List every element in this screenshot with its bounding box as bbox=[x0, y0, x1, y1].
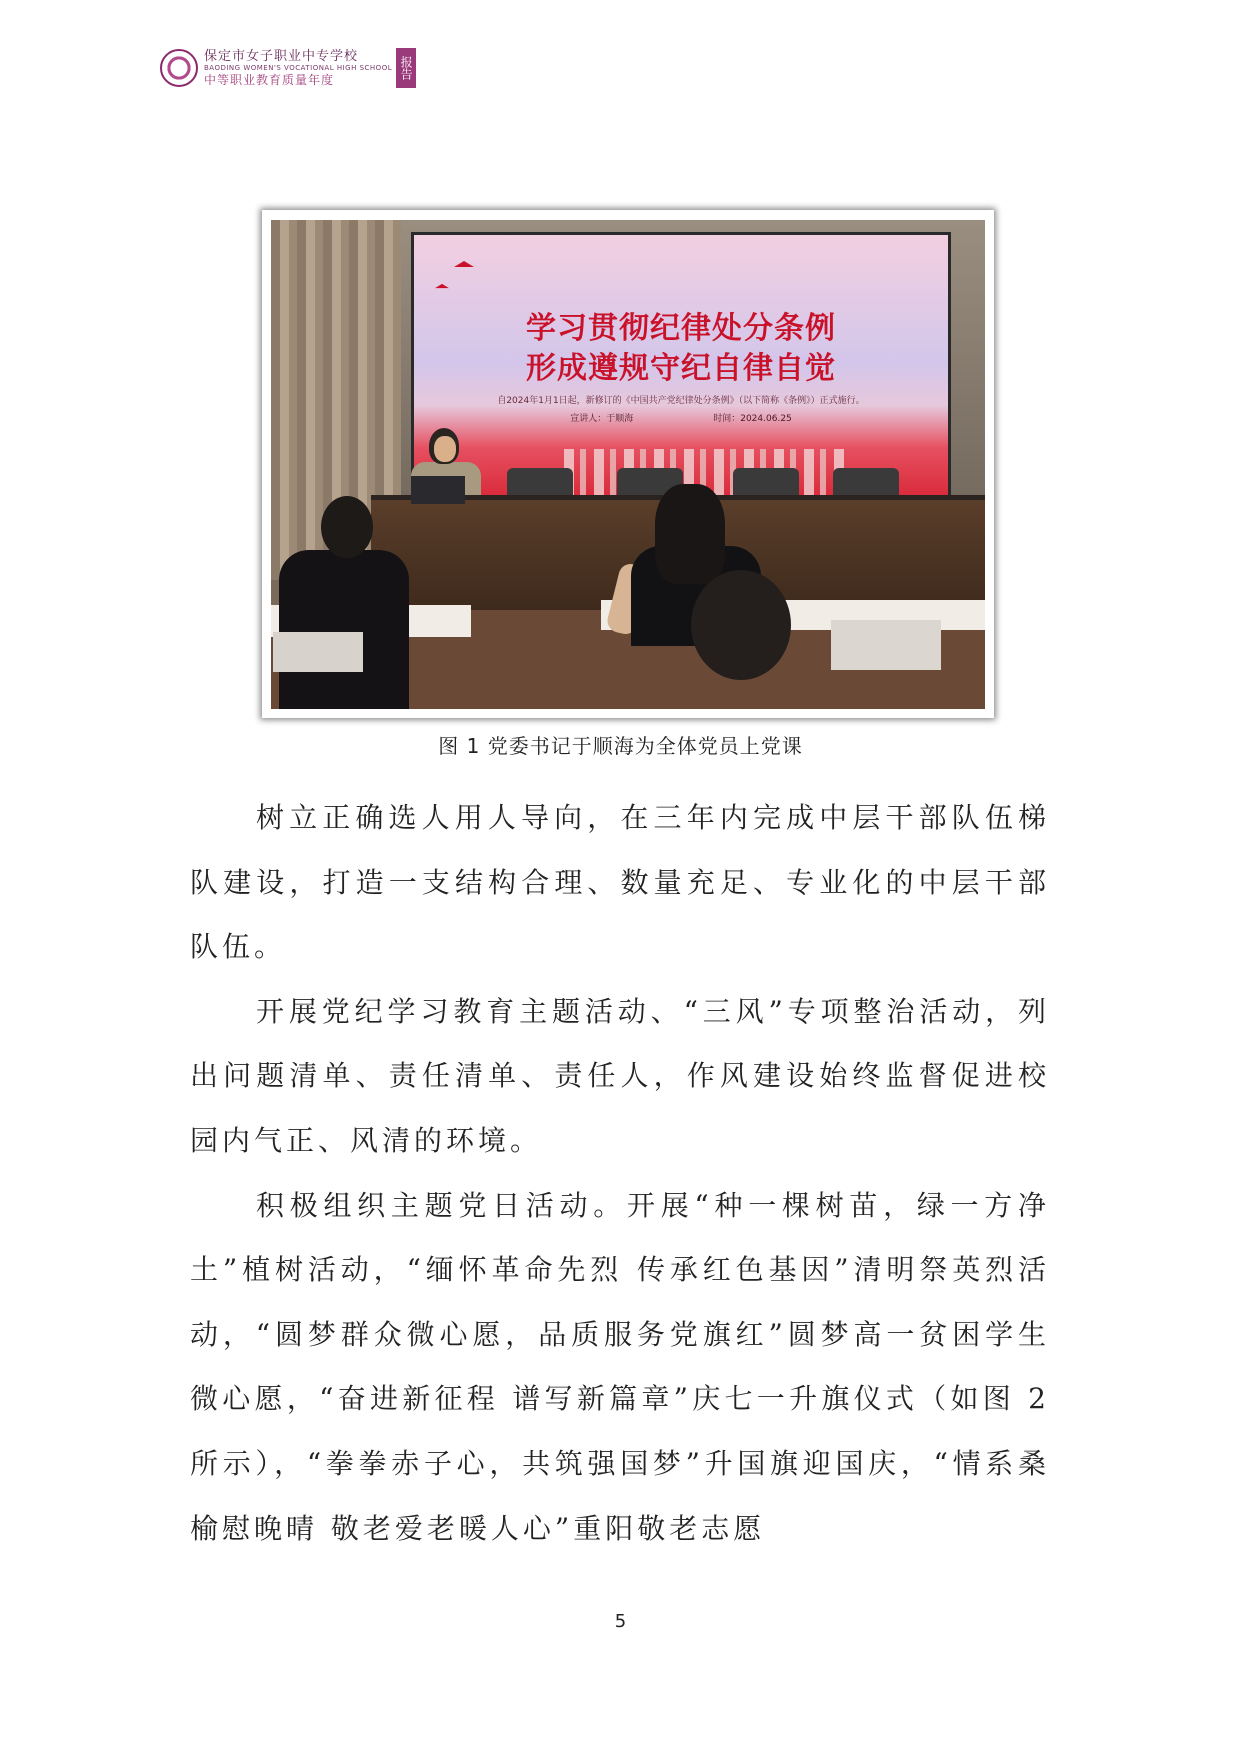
figure-caption: 图 1 党委书记于顺海为全体党员上党课 bbox=[438, 734, 803, 758]
bird-icon bbox=[435, 284, 449, 288]
bird-icon bbox=[454, 261, 474, 267]
screen-title-line2: 形成遵规守纪自律自觉 bbox=[526, 351, 836, 386]
report-title: 中等职业教育质量年度 bbox=[204, 73, 335, 87]
audience-member-left-head bbox=[321, 496, 373, 558]
screen-date: 时间：2024.06.25 bbox=[713, 414, 792, 424]
screen-speaker: 宣讲人：于顺海 bbox=[570, 414, 634, 424]
school-name-en: BAODING WOMEN'S VOCATIONAL HIGH SCHOOL bbox=[204, 64, 393, 72]
speaker-face bbox=[434, 436, 456, 462]
paragraph-3: 积极组织主题党日活动。开展“种一棵树苗，绿一方净土”植树活动，“缅怀革命先烈 传承红色基因”清明祭英烈活动，“圆梦群众微心愿，品质服务党旗红”圆梦高一贫困学生微心愿，“奋进新征程 谱写新篇章”庆七一升旗仪式（如图 2 所示），“拳拳赤子心，共筑强国梦”升国旗迎国庆，“情系桑榆慰晚晴 敬老爱老暖人心”重阳敬老志愿 bbox=[190, 1188, 1050, 1545]
figure-1-frame bbox=[262, 210, 994, 718]
audience-member-left bbox=[279, 550, 409, 709]
school-name-cn: 保定市女子职业中专学校 bbox=[204, 49, 359, 64]
school-logo bbox=[160, 46, 416, 90]
paragraph-2: 开展党纪学习教育主题活动、“三风”专项整治活动，列出问题清单、责任清单、责任人，作风建设始终监督促进校园内气正、风清的环境。 bbox=[190, 994, 1050, 1157]
paragraph-1: 树立正确选人用人导向，在三年内完成中层干部队伍梯队建设，打造一支结构合理、数量充足、专业化的中层干部队伍。 bbox=[190, 801, 1050, 964]
laptop bbox=[411, 476, 465, 504]
audience-chair bbox=[273, 632, 363, 672]
audience-chair bbox=[831, 620, 941, 670]
school-emblem-icon bbox=[160, 49, 198, 87]
page-number: 5 bbox=[614, 1611, 627, 1632]
party-lecture-photo bbox=[271, 220, 985, 709]
audience-member-front-head bbox=[691, 570, 791, 680]
screen-title-line1: 学习贯彻纪律处分条例 bbox=[526, 311, 836, 346]
screen-subtitle: 自2024年1月1日起，新修订的《中国共产党纪律处分条例》（以下简称《条例》）正式施行。 bbox=[497, 396, 865, 406]
screen-meta bbox=[414, 411, 948, 424]
report-tag: 报告 bbox=[396, 48, 416, 88]
audience-member-right-head bbox=[655, 484, 725, 584]
school-logo-text bbox=[204, 50, 392, 86]
body-text bbox=[190, 786, 1050, 1561]
